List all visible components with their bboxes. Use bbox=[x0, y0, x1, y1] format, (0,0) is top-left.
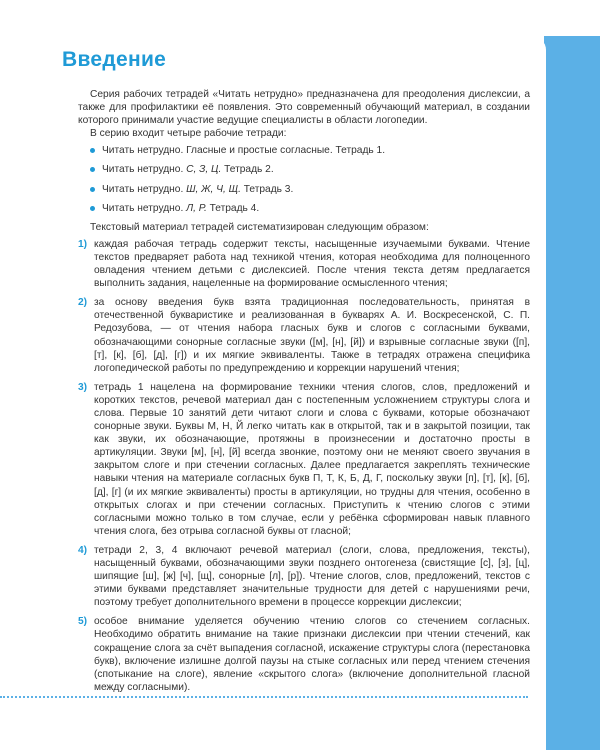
point-number: 1) bbox=[78, 238, 88, 250]
page-number: 3 bbox=[529, 687, 539, 704]
point-number: 5) bbox=[78, 616, 88, 628]
workbook-item: Читать нетрудно. С, З, Ц. Тетрадь 2. bbox=[90, 163, 530, 176]
list-item: 4) тетради 2, 3, 4 включают речевой материал (слоги, слова, предложения, тексты), насыщенный буквами, обозначающими звуки позднего онтогенеза (свистящие [с], [з], [ц], шипящие [ш], [ж] [ч], [щ], сонорные [л], [р]). Чтение слогов, слов, предложений, текстов с этими буквами представляет значительные трудности для детей с нарушениями речи, поэтому требует дополнительного времени в процессе коррекции дислексии; bbox=[78, 544, 530, 609]
footer-dotted-line bbox=[0, 696, 528, 698]
blue-margin-band bbox=[544, 36, 600, 750]
list-item: 5) особое внимание уделяется обучению чтению слогов со стечением согласных. Необходимо обратить внимание на такие признаки дислексии при чтении стечений, как сокращение слога за счёт выпадения согласной, искажение структуры слога (перестановка букв), включение излишне долгой паузы на стыке согласных или перед чтением стечения (спотыкание на слоге), явление «скрытого слога» (включение дополнительной гласной между согласными). bbox=[78, 616, 530, 693]
workbook-item: Читать нетрудно. Гласные и простые согласные. Тетрадь 1. bbox=[90, 144, 530, 157]
series-intro: В серию входит четыре рабочие тетради: bbox=[90, 128, 287, 140]
workbook-item: Читать нетрудно. Л, Р. Тетрадь 4. bbox=[90, 202, 530, 215]
workbook-item: Читать нетрудно. Ш, Ж, Ч, Щ. Тетрадь 3. bbox=[90, 183, 530, 196]
workbook-list bbox=[78, 144, 530, 214]
main-text bbox=[78, 88, 530, 700]
list-item: 1) каждая рабочая тетрадь содержит тексты, насыщенные изучаемыми буквами. Чтение текстов предваряет работа над техникой чтения, которая необходима для полноценного овладения чтением детьми с дислексией. После чтения текста детям предлагается выполнить задания, нацеленные на формирование осмысленного чтения; bbox=[78, 238, 530, 290]
list-item: 3) тетрадь 1 нацелена на формирование техники чтения слогов, слов, предложений и коротких текстов, речевой материал дан с постепенным усложнением структуры слога и слова. Первые 10 занятий дети читают слоги и слова с буквами, которые обозначают сонорные звуки. Буквы М, Н, Й легко читать как в открытой, так и в закрытой позиции, так как звуки, их обозначающие, протяжны в произнесении и достаточно просты в артикуляции. Звуки [м], [н], [й] всегда звонкие, поэтому они не меняют своего звучания в закрытом слоге и при стечении согласных. Далее предлагается закреплять технические навыки чтения на материале согласных букв П, Т, К, Б, Д, Г, поскольку звуки [п], [т], [к], [б], [д], [г] (и их мягкие эквиваленты) просты в артикуляции, но трудны для чтения, особенно в открытых слогах и при стечении согласных. Приступить к чтению слогов с этими согласными можно только в том случае, если у ребёнка сформирован навык плавного чтения слога, без отрыва согласной буквы от гласной; bbox=[78, 381, 530, 537]
numbered-points bbox=[78, 238, 530, 694]
intro-paragraph: Серия рабочих тетрадей «Читать нетрудно» предназначена для преодоления дислексии, а также для профилактики её появления. Это современный обучающий материал, в создании которого принимали участие ведущие специалисты в области логопедии. bbox=[78, 89, 530, 127]
systematized-intro: Текстовый материал тетрадей систематизирован следующим образом: bbox=[90, 221, 429, 233]
list-item: 2) за основу введения букв взята традиционная последовательность, принятая в отечественной букваристике и реализованная в букварях А. И. Воскресенской, С. П. Редозубова, — от чтения набора гласных букв и слогов с согласными буквами, обозначающими сонорные согласные звуки ([м], [н], [й]) и взрывные согласные звуки ([п], [т], [к], [б], [д], [г]) и их мягкие эквиваленты. Также в тетрадях отражена специфика логопедической работы по предупреждению и коррекции нарушений чтения; bbox=[78, 297, 530, 374]
point-number: 3) bbox=[78, 381, 88, 393]
point-number: 4) bbox=[78, 544, 88, 556]
point-number: 2) bbox=[78, 297, 88, 309]
page-title: Введение bbox=[62, 48, 167, 71]
